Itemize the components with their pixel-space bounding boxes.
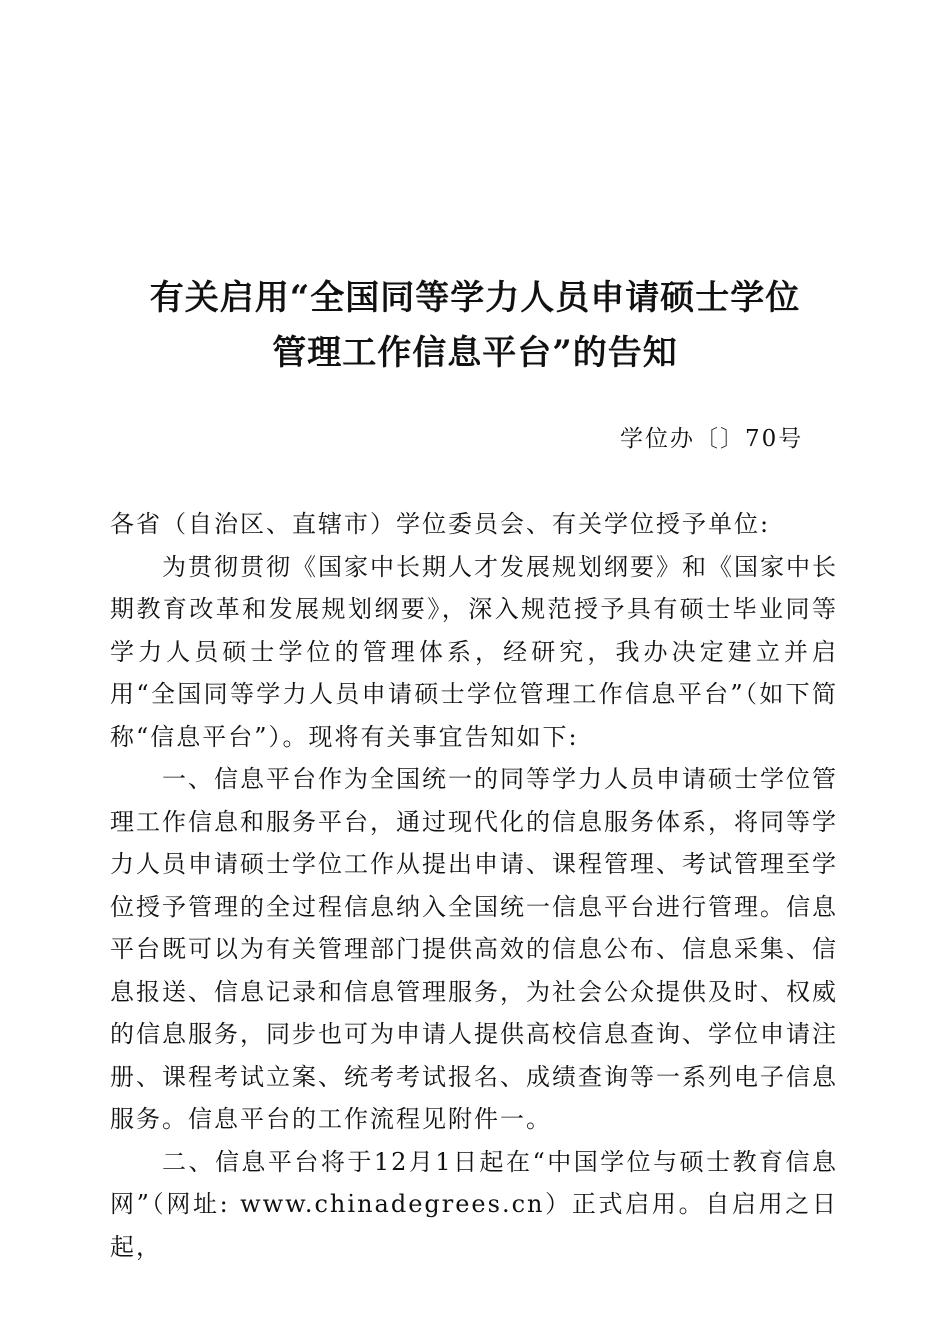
paragraph-item-2: 二、信息平台将于12月1日起在“中国学位与硕士教育信息网”（网址: www.chinadegrees.cn）正式启用。自启用之日起，	[110, 1147, 838, 1261]
paragraph-intro: 为贯彻贯彻《国家中长期人才发展规划纲要》和《国家中长期教育改革和发展规划纲要》，深入规范授予具有硕士毕业同等学力人员硕士学位的管理体系，经研究，我办决定建立并启用“全国同等学力人员申请硕士学位管理工作信息平台”（如下简称“信息平台”）。现将有关事宜告知如下:	[110, 552, 838, 751]
document-title-line-1: 有关启用“全国同等学力人员申请硕士学位	[149, 278, 801, 318]
salutation: 各省（自治区、直辖市）学位委员会、有关学位授予单位:	[110, 510, 771, 538]
document-body	[110, 503, 838, 1268]
document-number: 学位办〔〕70号	[620, 426, 804, 452]
paragraph-item-1: 一、信息平台作为全国统一的同等学力人员申请硕士学位管理工作信息和服务平台，通过现代化的信息服务体系，将同等学力人员申请硕士学位工作从提出申请、课程管理、考试管理至学位授予管理的全过程信息纳入全国统一信息平台进行管理。信息平台既可以为有关管理部门提供高效的信息公布、信息采集、信息报送、信息记录和信息管理服务，为社会公众提供及时、权威的信息服务，同步也可为申请人提供高校信息查询、学位申请注册、课程考试立案、统考考试报名、成绩查询等一系列电子信息服务。信息平台的工作流程见附件一。	[110, 765, 838, 1133]
document-title-line-2: 管理工作信息平台”的告知	[272, 333, 678, 373]
